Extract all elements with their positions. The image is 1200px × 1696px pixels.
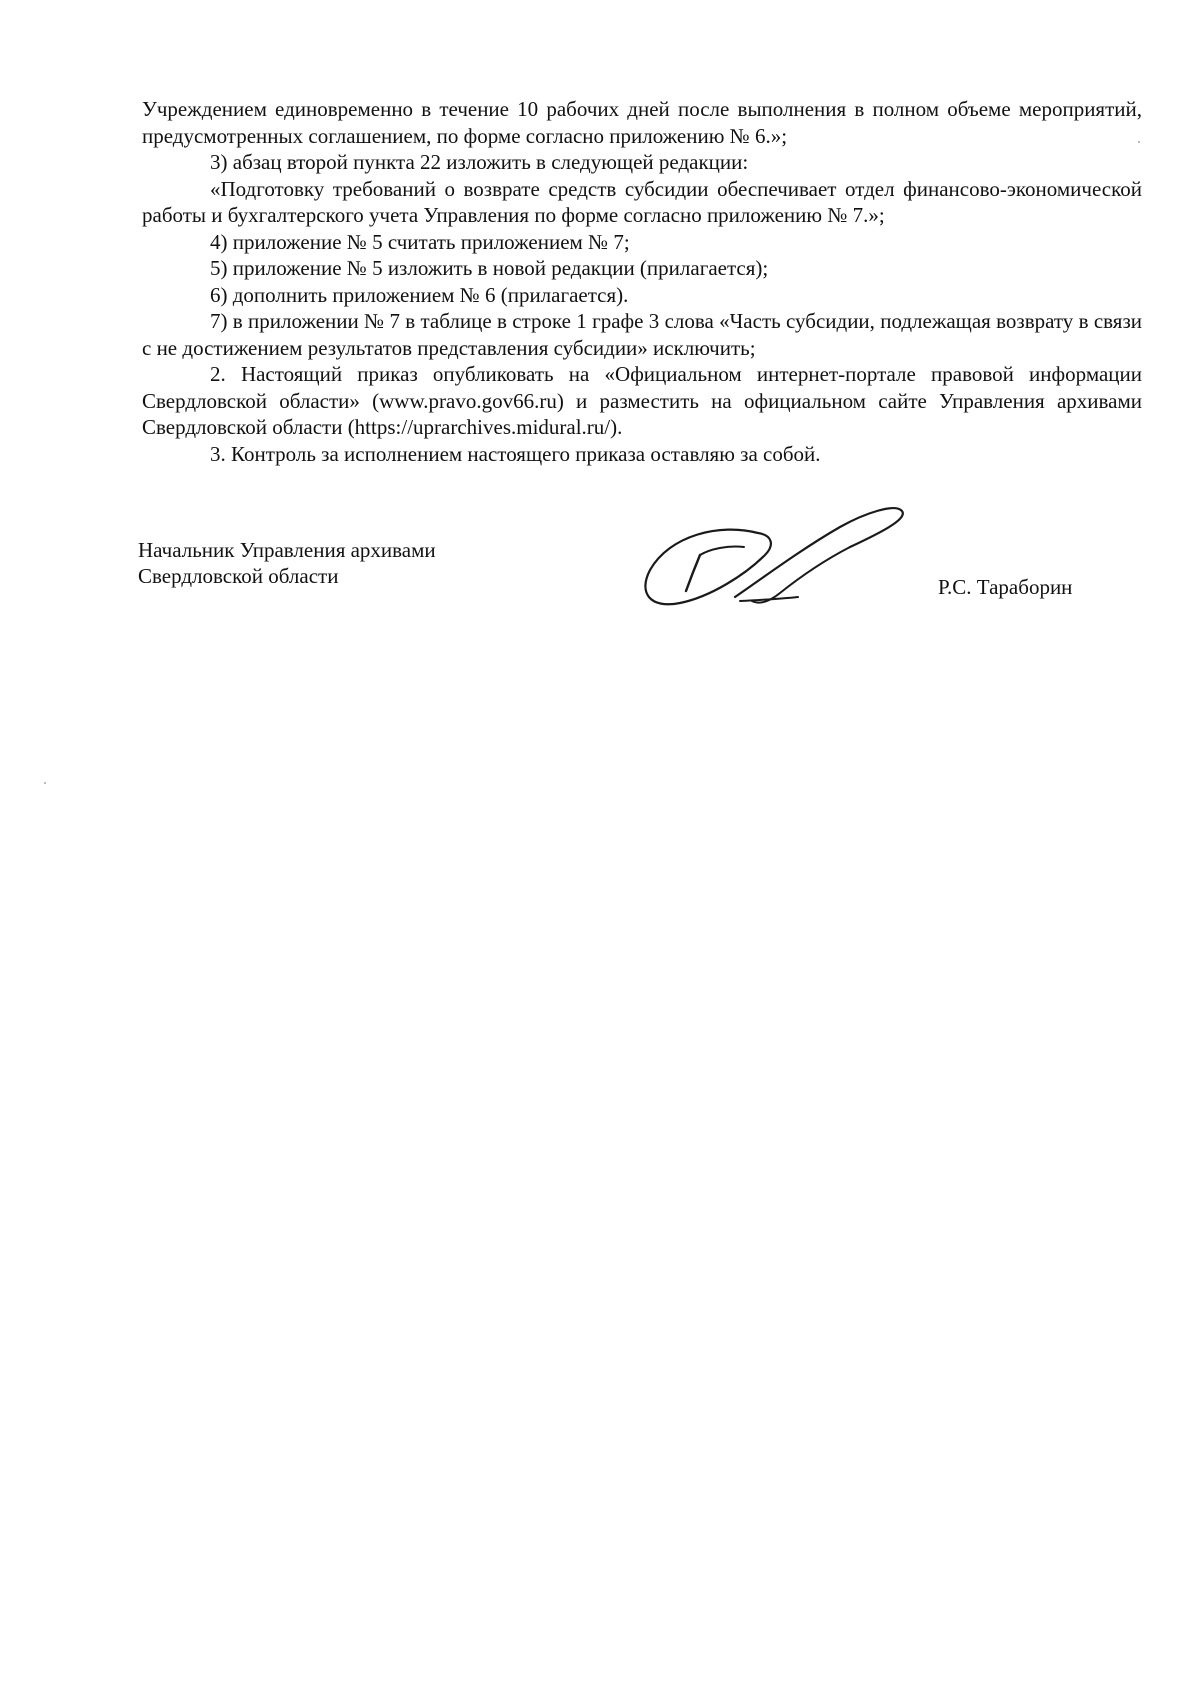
handwritten-signature (640, 505, 915, 615)
paragraph-4: 4) приложение № 5 считать приложением № 7; (210, 229, 630, 254)
paragraph-6: 6) дополнить приложением № 6 (прилагается). (210, 282, 629, 307)
signatory-position (138, 537, 436, 589)
scan-speck (1138, 141, 1140, 143)
paragraph-9: 3. Контроль за исполнением настоящего приказа оставляю за собой. (210, 441, 821, 466)
signatory-name: Р.С. Тараборин (938, 575, 1073, 599)
paragraph-8: 2. Настоящий приказ опубликовать на «Официальном интернет-портале правовой информации Свердловской области» (www.pravo.gov66.ru) и разместить на официальном сайте Управления архивами Свердловской области (https://uprarchives.midural.ru/). (142, 362, 1142, 439)
paragraph-7: 7) в приложении № 7 в таблице в строке 1 графе 3 слова «Часть субсидии, подлежащая возврату в связи с не достижением результатов представления субсидии» исключить; (142, 309, 1142, 360)
document-body (142, 96, 1142, 467)
paragraph-1: Учреждением единовременно в течение 10 рабочих дней после выполнения в полном объеме мероприятий, предусмотренных соглашением, по форме согласно приложению № 6.»; (142, 97, 1142, 148)
paragraph-3: «Подготовку требований о возврате средств субсидии обеспечивает отдел финансово-экономической работы и бухгалтерского учета Управления по форме согласно приложению № 7.»; (142, 176, 1142, 227)
paragraph-5: 5) приложение № 5 изложить в новой редакции (прилагается); (210, 256, 769, 280)
scan-speck (44, 782, 46, 784)
signatory-position-line-2: Свердловской области (138, 564, 339, 588)
paragraph-2: 3) абзац второй пункта 22 изложить в следующей редакции: (210, 150, 749, 174)
signatory-position-line-1: Начальник Управления архивами (138, 538, 436, 562)
